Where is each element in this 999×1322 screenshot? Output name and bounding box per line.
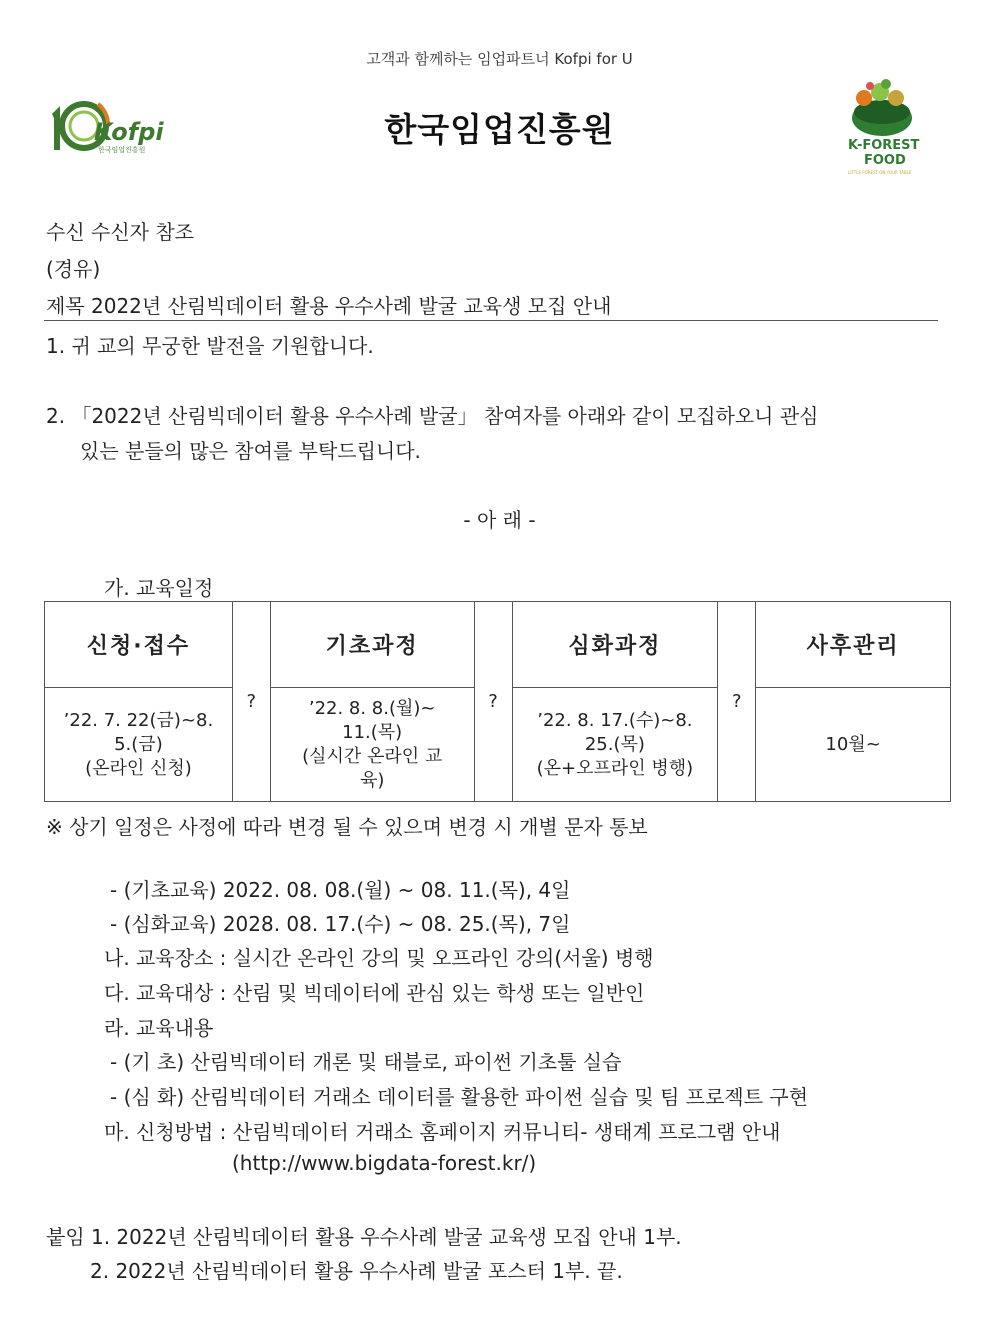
via-line: (경유) <box>46 257 101 281</box>
kofpi-logo-subtext: 한국임업진흥원 <box>98 146 146 154</box>
schedule-cell-advanced-line-1: ’22. 8. 17.(수)~8. <box>537 709 693 731</box>
organization-title: 한국임업진흥원 <box>384 110 615 149</box>
section-a-heading: 가. 교육일정 <box>104 576 214 600</box>
below-heading: - 아 래 - <box>463 508 536 532</box>
schedule-arrow-1: ? <box>232 602 270 802</box>
basic-education-dates: - (기초교육) 2022. 08. 08.(월) ~ 08. 11.(목), 4일 <box>110 878 571 902</box>
schedule-header-followup: 사후관리 <box>756 602 951 688</box>
schedule-cell-apply-line-1: ’22. 7. 22(금)~8. <box>63 709 214 731</box>
schedule-note: ※ 상기 일정은 사정에 따라 변경 될 수 있으며 변경 시 개별 문자 통보 <box>46 815 648 839</box>
advanced-education-dates: - (심화교육) 2028. 08. 17.(수) ~ 08. 25.(목), 7일 <box>110 912 571 936</box>
schedule-cell-basic <box>270 688 474 802</box>
schedule-table <box>44 601 951 802</box>
schedule-cell-advanced-line-2: 25.(목) <box>584 733 645 755</box>
kforest-food-logo <box>842 78 922 178</box>
attachment-line-2: 2. 2022년 산림빅데이터 활용 우수사례 발굴 포스터 1부. 끝. <box>90 1259 623 1283</box>
schedule-header-row <box>45 602 951 688</box>
section-e-apply-method: 마. 신청방법 : 산림빅데이터 거래소 홈페이지 커뮤니티- 생태계 프로그램 안내 <box>104 1120 781 1144</box>
content-basic: - (기 초) 산림빅데이터 개론 및 태블로, 파이썬 기초툴 실습 <box>110 1050 622 1074</box>
schedule-arrow-3: ? <box>718 602 756 802</box>
kforest-logo-line1: K-FOREST <box>848 138 920 153</box>
schedule-cell-advanced-line-3: (온+오프라인 병행) <box>536 757 694 779</box>
section-c-target: 다. 교육대상 : 산림 및 빅데이터에 관심 있는 학생 또는 일반인 <box>104 981 645 1005</box>
schedule-header-advanced: 심화과정 <box>512 602 718 688</box>
kofpi-logo-text: Kofpi <box>94 118 164 146</box>
schedule-cell-apply-line-2: 5.(금) <box>114 733 163 755</box>
schedule-cell-apply-line-3: (온라인 신청) <box>85 757 192 779</box>
schedule-cell-basic-line-4: 육) <box>359 769 385 791</box>
paragraph-1: 1. 귀 교의 무궁한 발전을 기원합니다. <box>46 334 374 358</box>
attachment-line-1: 붙임 1. 2022년 산림빅데이터 활용 우수사례 발굴 교육생 모집 안내 1부. <box>46 1225 682 1249</box>
kforest-logo-tagline: LITTLE FOREST ON YOUR TABLE <box>848 170 912 175</box>
schedule-cell-basic-line-1: ’22. 8. 8.(월)~ <box>308 697 436 719</box>
kforest-logo-line2: FOOD <box>864 153 906 168</box>
subject-line: 제목 2022년 산림빅데이터 활용 우수사례 발굴 교육생 모집 안내 <box>46 294 612 318</box>
paragraph-2-line-2: 있는 분들의 많은 참여를 부탁드립니다. <box>80 439 421 463</box>
schedule-header-apply: 신청·접수 <box>45 602 233 688</box>
schedule-cell-followup-line-1: 10월~ <box>825 733 881 755</box>
application-url: (http://www.bigdata-forest.kr/) <box>232 1151 537 1175</box>
section-b-location: 나. 교육장소 : 실시간 온라인 강의 및 오프라인 강의(서울) 병행 <box>104 946 654 970</box>
schedule-cell-basic-line-3: (실시간 온라인 교 <box>302 745 443 767</box>
subject-divider <box>44 320 938 321</box>
schedule-cell-followup <box>756 688 951 802</box>
schedule-cell-apply <box>45 688 233 802</box>
recipient-line: 수신 수신자 참조 <box>46 220 194 244</box>
schedule-cell-advanced <box>512 688 718 802</box>
schedule-cell-basic-line-2: 11.(목) <box>342 721 403 743</box>
schedule-arrow-2: ? <box>474 602 512 802</box>
section-d-heading: 라. 교육내용 <box>104 1016 214 1040</box>
content-advanced: - (심 화) 산림빅데이터 거래소 데이터를 활용한 파이썬 실습 및 팀 프로젝트 구현 <box>110 1085 809 1109</box>
paragraph-2-line-1: 2. 「2022년 산림빅데이터 활용 우수사례 발굴」 참여자를 아래와 같이 모집하오니 관심 <box>46 404 819 428</box>
slogan: 고객과 함께하는 임업파트너 Kofpi for U <box>366 50 633 68</box>
schedule-header-basic: 기초과정 <box>270 602 474 688</box>
